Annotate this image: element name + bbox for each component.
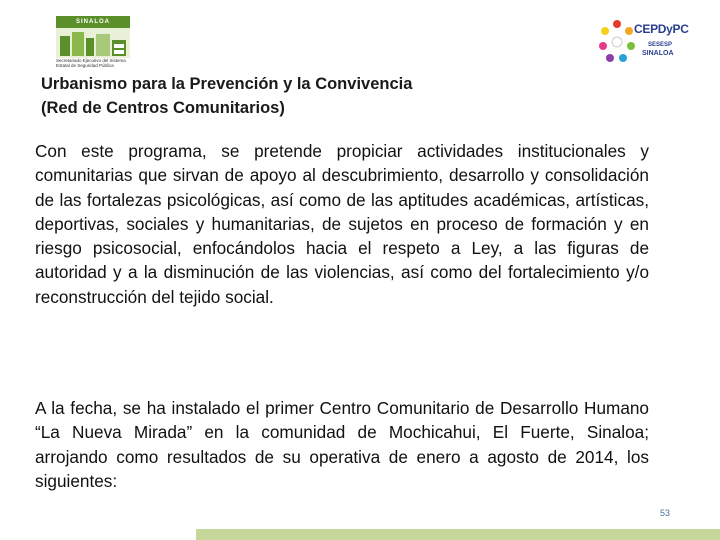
sinaloa-building-icon — [56, 28, 130, 58]
sinaloa-logo — [56, 16, 130, 74]
cepdypc-logo — [598, 18, 690, 80]
cepdypc-sub2: SINALOA — [642, 50, 674, 57]
paragraph-1: Con este programa, se pretende propiciar actividades institucionales y comunitarias que sirvan de apoyo al descubrimiento, desarrollo y consolidación de las fortalezas psicológicas, así como de las aptitudes académicas, artísticas, deportivas, sociales y humanitarias, de sujetos en proceso de formación y en riesgo psicosocial, enfocándolos hacia el respeto a Ley, a las figuras de autoridad y a la disminución de las violencias, así como del fortalecimiento y/o reconstrucción del tejido social. — [35, 141, 649, 307]
people-circle-icon — [598, 18, 636, 70]
footer-bar — [0, 529, 720, 540]
title-line-2: (Red de Centros Comunitarios) — [41, 99, 285, 117]
paragraph-2: A la fecha, se ha instalado el primer Centro Comunitario de Desarrollo Humano “La Nueva Mirada” en la comunidad de Mochicahui, El Fuerte, Sinaloa; arrojando como resultados de su operativa de enero a agosto de 2014, los siguientes: — [35, 398, 649, 491]
title-line-1: Urbanismo para la Prevención y la Convivencia — [41, 75, 413, 93]
footer-bar-left — [0, 529, 196, 540]
page-title — [41, 72, 601, 120]
cepdypc-wordmark: CEPDyPC — [634, 22, 689, 36]
sinaloa-logo-label: SINALOA — [56, 16, 130, 28]
cepdypc-sub1: SESESP — [648, 42, 673, 48]
page-number: 53 — [660, 508, 671, 518]
sinaloa-logo-caption: Secretariado Ejecutivo del Sistema Estatal de Seguridad Pública — [56, 58, 126, 68]
footer-bar-green — [196, 529, 720, 540]
